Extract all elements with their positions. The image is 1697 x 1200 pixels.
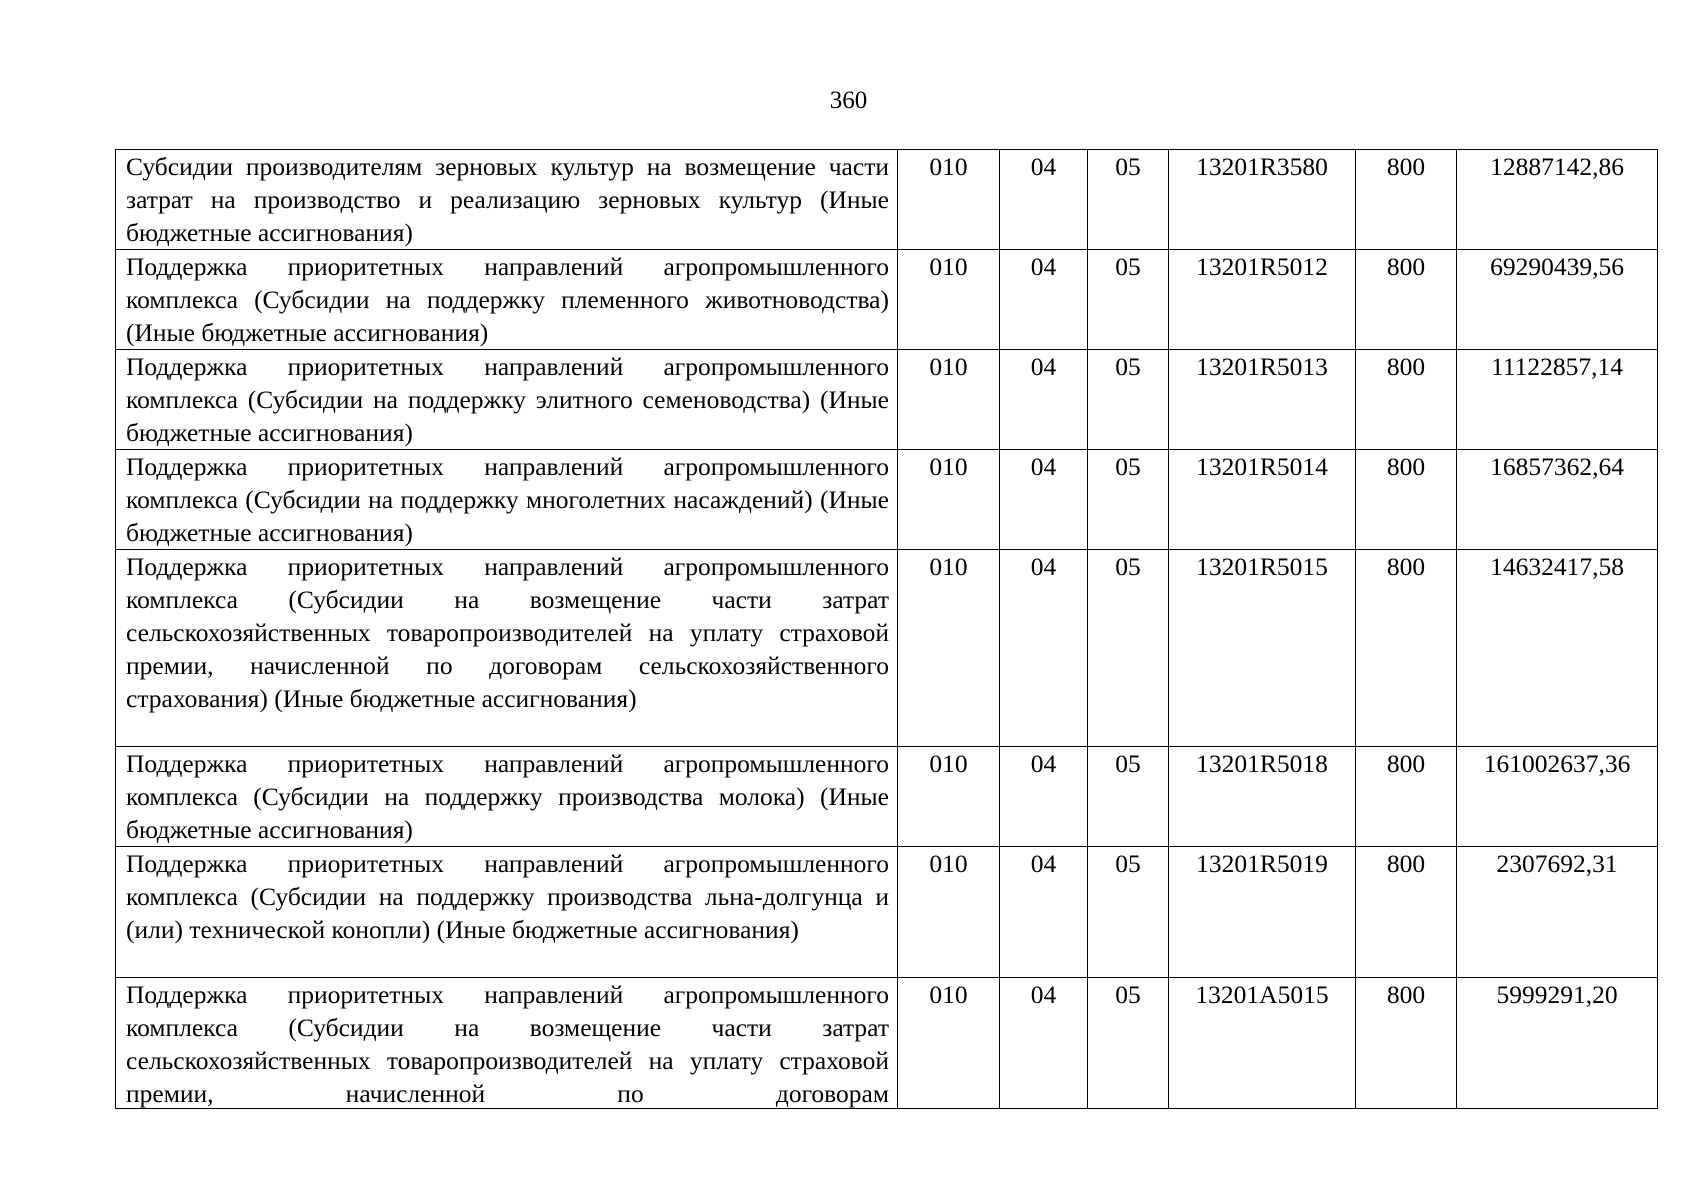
table-row bbox=[116, 847, 1658, 978]
target-article-code: 13201R5019 bbox=[1169, 847, 1356, 978]
subsection-code: 05 bbox=[1088, 350, 1169, 450]
ministry-code: 010 bbox=[898, 550, 1000, 747]
ministry-code: 010 bbox=[898, 250, 1000, 350]
amount: 69290439,56 bbox=[1457, 250, 1658, 350]
subsection-code: 05 bbox=[1088, 847, 1169, 978]
amount: 11122857,14 bbox=[1457, 350, 1658, 450]
target-article-code: 13201R5013 bbox=[1169, 350, 1356, 450]
section-code: 04 bbox=[1000, 150, 1088, 250]
expense-type-code: 800 bbox=[1356, 250, 1457, 350]
row-description: Поддержка приоритетных направлений агропромышленного комплекса (Субсидии на поддержку производства льна-долгунца и (или) технической конопли) (Иные бюджетные ассигнования) bbox=[116, 847, 898, 978]
row-description: Поддержка приоритетных направлений агропромышленного комплекса (Субсидии на поддержку многолетних насаждений) (Иные бюджетные ассигнования) bbox=[116, 450, 898, 550]
amount: 161002637,36 bbox=[1457, 747, 1658, 847]
subsection-code: 05 bbox=[1088, 250, 1169, 350]
row-description: Поддержка приоритетных направлений агропромышленного комплекса (Субсидии на возмещение части затрат сельскохозяйственных товаропроизводителей на уплату страховой премии, начисленной по договорам bbox=[116, 978, 898, 1109]
subsection-code: 05 bbox=[1088, 978, 1169, 1109]
target-article-code: 13201R5014 bbox=[1169, 450, 1356, 550]
row-description: Поддержка приоритетных направлений агропромышленного комплекса (Субсидии на поддержку элитного семеноводства) (Иные бюджетные ассигнования) bbox=[116, 350, 898, 450]
section-code: 04 bbox=[1000, 350, 1088, 450]
table-row bbox=[116, 450, 1658, 550]
target-article-code: 13201R3580 bbox=[1169, 150, 1356, 250]
row-description: Поддержка приоритетных направлений агропромышленного комплекса (Субсидии на поддержку производства молока) (Иные бюджетные ассигнования) bbox=[116, 747, 898, 847]
expense-type-code: 800 bbox=[1356, 350, 1457, 450]
target-article-code: 13201R5012 bbox=[1169, 250, 1356, 350]
section-code: 04 bbox=[1000, 978, 1088, 1109]
expense-type-code: 800 bbox=[1356, 978, 1457, 1109]
expense-type-code: 800 bbox=[1356, 550, 1457, 747]
table-row bbox=[116, 978, 1658, 1109]
row-description: Субсидии производителям зерновых культур на возмещение части затрат на производство и реализацию зерновых культур (Иные бюджетные ассигнования) bbox=[116, 150, 898, 250]
ministry-code: 010 bbox=[898, 350, 1000, 450]
target-article-code: 13201R5015 bbox=[1169, 550, 1356, 747]
table-row bbox=[116, 150, 1658, 250]
row-description: Поддержка приоритетных направлений агропромышленного комплекса (Субсидии на возмещение части затрат сельскохозяйственных товаропроизводителей на уплату страховой премии, начисленной по договорам сельскохозяйственного страхования) (Иные бюджетные ассигнования) bbox=[116, 550, 898, 747]
ministry-code: 010 bbox=[898, 450, 1000, 550]
subsection-code: 05 bbox=[1088, 450, 1169, 550]
row-description: Поддержка приоритетных направлений агропромышленного комплекса (Субсидии на поддержку племенного животноводства) (Иные бюджетные ассигнования) bbox=[116, 250, 898, 350]
amount: 12887142,86 bbox=[1457, 150, 1658, 250]
subsection-code: 05 bbox=[1088, 550, 1169, 747]
subsection-code: 05 bbox=[1088, 150, 1169, 250]
section-code: 04 bbox=[1000, 847, 1088, 978]
ministry-code: 010 bbox=[898, 847, 1000, 978]
ministry-code: 010 bbox=[898, 747, 1000, 847]
target-article-code: 13201A5015 bbox=[1169, 978, 1356, 1109]
table-row bbox=[116, 350, 1658, 450]
subsection-code: 05 bbox=[1088, 747, 1169, 847]
table-row bbox=[116, 250, 1658, 350]
ministry-code: 010 bbox=[898, 150, 1000, 250]
section-code: 04 bbox=[1000, 747, 1088, 847]
amount: 16857362,64 bbox=[1457, 450, 1658, 550]
table-row bbox=[116, 550, 1658, 747]
expense-type-code: 800 bbox=[1356, 847, 1457, 978]
section-code: 04 bbox=[1000, 550, 1088, 747]
page-number: 360 bbox=[829, 87, 868, 114]
target-article-code: 13201R5018 bbox=[1169, 747, 1356, 847]
expense-type-code: 800 bbox=[1356, 150, 1457, 250]
ministry-code: 010 bbox=[898, 978, 1000, 1109]
amount: 14632417,58 bbox=[1457, 550, 1658, 747]
amount: 5999291,20 bbox=[1457, 978, 1658, 1109]
section-code: 04 bbox=[1000, 450, 1088, 550]
amount: 2307692,31 bbox=[1457, 847, 1658, 978]
section-code: 04 bbox=[1000, 250, 1088, 350]
expense-type-code: 800 bbox=[1356, 450, 1457, 550]
expense-type-code: 800 bbox=[1356, 747, 1457, 847]
budget-table bbox=[115, 149, 1658, 1109]
table-row bbox=[116, 747, 1658, 847]
